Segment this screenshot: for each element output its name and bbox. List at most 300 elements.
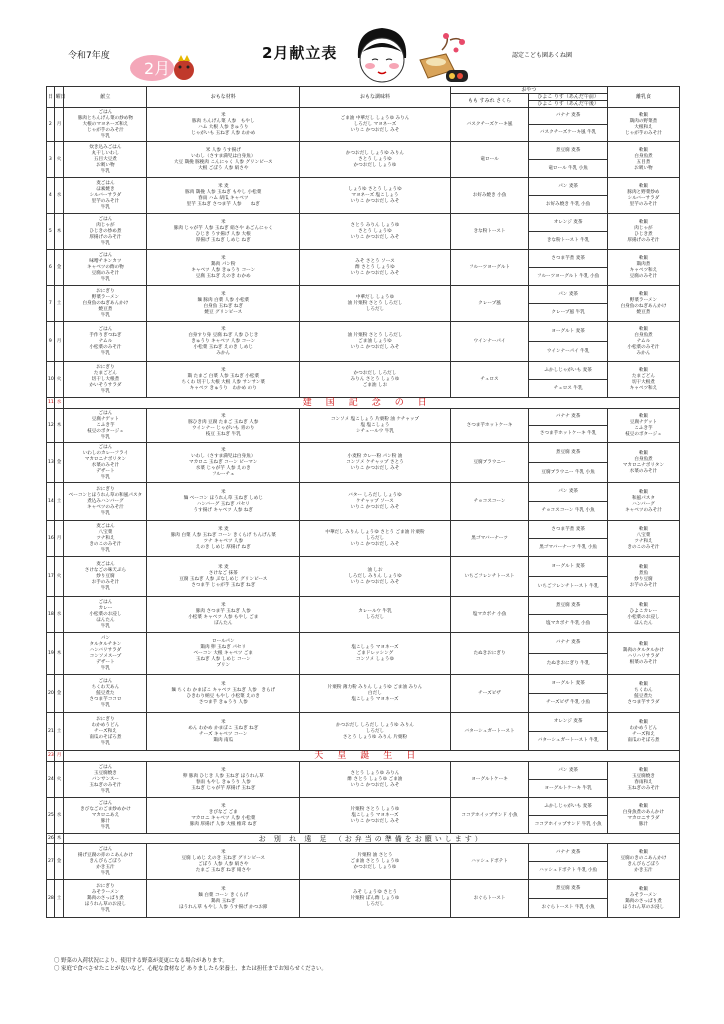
dish-line: ごはん <box>98 599 113 605</box>
baby-dish-line: ナムル <box>636 338 651 344</box>
dish-line: 塩 塩こしょう <box>360 422 390 428</box>
dish-line: 鶏肉のさっぱり煮 <box>87 895 124 901</box>
col-seasoning: おもな調味料 <box>300 87 451 108</box>
snack-older-cell: さつま芋ホットケーキ <box>450 409 529 443</box>
dish-line: キャベツのみそ汁 <box>87 504 124 510</box>
dish-line: わかめうどん <box>91 722 120 728</box>
snack-older-cell: お好み焼き 小魚 <box>450 178 529 214</box>
dish-line: 米 <box>220 112 226 118</box>
dish-line: 枝豆 玉ねぎ 牛乳 <box>205 431 241 437</box>
baby-dish-line: 軟飯 <box>638 112 649 118</box>
date-cell: 5 <box>47 214 55 250</box>
snack-pm-cell: ハッシュドポテト 牛乳 小魚 <box>529 862 608 880</box>
ingredients-cell <box>147 844 300 880</box>
dish-line: みそ さとう ソース <box>355 258 395 264</box>
school-name: 認定こども園あくね園 <box>512 52 573 59</box>
dish-line: 手作りぎつねぎ <box>89 332 122 338</box>
seasoning-cell <box>300 557 451 597</box>
menu-cell <box>64 322 147 362</box>
dish-line: いりこ かつおだし みそ <box>350 270 400 276</box>
dow-cell: 金 <box>54 675 64 713</box>
holiday-name: 天皇誕生日 <box>64 751 680 762</box>
dish-line: 小麦粉 カレー粉 パン粉 油 <box>347 453 403 459</box>
col-baby: 離乳食 <box>607 87 679 108</box>
dow-cell: 火 <box>54 762 64 798</box>
date-cell: 18 <box>47 597 55 633</box>
dish-line: 豆腐 玉ねぎ えのき わかめ <box>195 273 251 279</box>
menu-row <box>47 762 680 780</box>
menu-row <box>47 521 680 539</box>
col-snack-pm: ひよこ りす（あんだ午後） <box>529 101 608 108</box>
seasoning-cell <box>300 597 451 633</box>
dish-line: 米 人参 うす揚げ <box>205 147 241 153</box>
date-cell: 21 <box>47 713 55 751</box>
note-line: 〇 家庭で食べさせたことがないなど、心配な食材など ありましたら栄養士、または担任までお知らせください。 <box>54 966 327 972</box>
dish-line: 玉ねぎのみそ汁 <box>89 782 122 788</box>
dish-line: コンソメ 塩こしょう 片栗粉 油 ケチャップ <box>330 416 420 422</box>
menu-row <box>47 557 680 577</box>
dish-line: キャベツ きゅうり わかめ のり <box>189 385 257 391</box>
snack-am-cell: ヨーグルト 麦茶 <box>529 675 608 694</box>
menu-cell <box>64 142 147 178</box>
dish-line: さつま芋 きゅうり 人参 <box>198 699 248 705</box>
dish-line: 麺 豚肉 白菜 人参 小松菜 <box>197 297 250 303</box>
dish-line: カレールウ 牛乳 <box>358 608 392 614</box>
dish-line: 豚肉 白菜 人参 玉ねぎ コーン きくらげ ちんげん菜 <box>170 532 276 538</box>
snack-am-cell: さつま芋煮 麦茶 <box>529 250 608 268</box>
baby-dish-line: かき玉汁 <box>634 867 653 873</box>
seasoning-cell <box>300 443 451 483</box>
seasoning-cell <box>300 521 451 557</box>
baby-dish-line: 鶏肉のさっぱり煮 <box>625 898 662 904</box>
baby-food-cell <box>607 483 679 521</box>
dish-line: しょうゆ さとう しょうゆ <box>348 186 402 192</box>
snack-older-cell: ヨーグルトケーキ <box>450 762 529 798</box>
dish-line: 白身魚のねぎあんかけ <box>82 300 129 306</box>
snack-pm-cell: ウインナーパイ 牛乳 <box>529 342 608 362</box>
snack-am-cell: バナナ 麦茶 <box>529 844 608 862</box>
baby-dish-line: 煮魚 <box>638 570 649 576</box>
dish-line: 米 <box>220 413 226 419</box>
dish-line: 玉ねぎ 人参 しめじ コーン <box>195 656 251 662</box>
dish-line: バンサンスー <box>91 776 119 782</box>
month-badge-illustration <box>128 50 200 82</box>
dish-line: ぼんたん <box>214 620 233 626</box>
dish-line: おにぎり <box>96 883 115 889</box>
snack-pm-cell: チョコスコーン 牛乳 小魚 <box>529 502 608 521</box>
dish-line: 卵 豚肉 ひじき 人参 玉ねぎ ほうれん草 <box>182 773 264 779</box>
dish-line: きのこのみそ汁 <box>89 541 122 547</box>
dish-line: 中華だし みりん しょうゆ さとう ごま油 片栗粉 <box>325 529 425 535</box>
dish-line: さとう みりん しょうゆ <box>350 222 400 228</box>
dish-line: ハンバーグ 玉ねぎ パセリ <box>196 501 250 507</box>
dish-line: 麦ごはん <box>96 523 115 529</box>
dish-line: しろだし <box>365 614 385 620</box>
dish-line: 牛乳 <box>100 133 110 139</box>
dish-line: フルーチェ <box>211 471 235 477</box>
snack-older-cell: 塩マカボナ 小魚 <box>450 597 529 633</box>
baby-dish-line: 白身魚煮 <box>634 332 653 338</box>
snack-am-cell: ヨーグルト 麦茶 <box>529 557 608 577</box>
dish-line: いりこ かつおだし みそ <box>350 344 400 350</box>
snack-am-cell: パン 麦茶 <box>529 178 608 196</box>
snack-older-cell: チーズピザ <box>450 675 529 713</box>
baby-dish-line: 豚汁 <box>638 821 649 827</box>
dish-line: 牛乳 <box>100 702 110 708</box>
dish-line: ごはん <box>98 252 113 258</box>
date-cell: 26 <box>47 834 55 844</box>
baby-dish-line: キャベツ和え <box>629 267 658 273</box>
baby-dish-line: 軟飯 <box>638 183 649 189</box>
menu-cell <box>64 483 147 521</box>
dish-line: 小松菜のみそ汁 <box>89 344 122 350</box>
dish-line: 牛乳 <box>100 547 110 553</box>
dish-line: 豚肉 じゃが芋 人参 玉ねぎ 絹さや あごんにゃく <box>173 225 273 231</box>
menu-row <box>47 409 680 426</box>
baby-food-cell <box>607 762 679 798</box>
dish-line: 米 <box>220 326 226 332</box>
dish-line: 米 <box>220 489 226 495</box>
baby-food-cell <box>607 521 679 557</box>
dish-line: かつおだし しろだし <box>353 370 397 376</box>
dish-line: 米 <box>220 602 226 608</box>
menu-cell <box>64 214 147 250</box>
dow-cell: 水 <box>54 597 64 633</box>
dish-line: ごまドレッシング <box>356 650 394 656</box>
baby-dish-line: 軟飯 <box>638 849 649 855</box>
dish-line: 牛乳 <box>100 623 110 629</box>
snack-pm-cell: クレープ風 牛乳 <box>529 304 608 322</box>
col-main: おもな材料 <box>147 87 300 108</box>
snack-pm-cell: おぐらトースト 牛乳 小魚 <box>529 899 608 918</box>
dish-line: ひきわり納豆 もやし 小松菜 えのき <box>186 693 260 699</box>
fiscal-year: 令和7年度 <box>68 51 110 61</box>
dish-line: 鶏肉 卵 玉ねぎ パセリ <box>200 644 247 650</box>
dish-line: 鶏肉 パン粉 <box>211 261 236 267</box>
snack-pm-cell: 黒ゴマバーナーツ 牛乳 小魚 <box>529 539 608 557</box>
dish-line: 米 <box>220 681 226 687</box>
dish-line: 牛乳 <box>100 434 110 440</box>
snack-am-cell: ふかしじゃがいも 麦茶 <box>529 798 608 816</box>
snack-older-cell: クレープ風 <box>450 286 529 322</box>
dish-line: みそ しょうゆ さとう <box>352 889 398 895</box>
dish-line: しろだし みりん しょうゆ <box>348 573 402 579</box>
menu-row <box>47 322 680 342</box>
dish-line: ツナ キャベツ 人参 <box>203 538 244 544</box>
dish-line: かき玉汁 <box>96 864 115 870</box>
seasoning-cell <box>300 142 451 178</box>
dish-line: マカロニ 玉ねぎ コーン ピーマン <box>189 459 258 465</box>
dish-line: 牛乳 <box>100 388 110 394</box>
excursion-row <box>47 834 680 844</box>
baby-dish-line: 軟飯 <box>638 886 649 892</box>
baby-dish-line: 南瓜のそぼろ煮 <box>627 737 660 743</box>
dish-line: ほうれん草のお浸し <box>84 901 127 907</box>
dish-line: ロールパン <box>211 638 235 644</box>
dish-line: プリン <box>216 662 231 668</box>
dish-line: 牛乳 <box>100 168 110 174</box>
date-cell: 17 <box>47 557 55 597</box>
dish-line: かつおだし しょうゆ みりん <box>345 150 404 156</box>
menu-row <box>47 713 680 732</box>
dish-line: みりん さとう しょうゆ <box>350 376 400 382</box>
baby-dish-line: 小松菜のみそ汁 <box>627 344 660 350</box>
menu-row <box>47 250 680 268</box>
menu-row <box>47 880 680 899</box>
ingredients-cell <box>147 178 300 214</box>
snack-am-cell: パン 麦茶 <box>529 286 608 304</box>
dish-line: 米 <box>220 219 226 225</box>
col-date: 日 <box>47 87 55 108</box>
baby-food-cell <box>607 675 679 713</box>
baby-food-cell <box>607 597 679 633</box>
snack-am-cell: さつま芋煮 麦茶 <box>529 521 608 539</box>
dish-line: 鶏肉 玉ねぎ <box>211 898 236 904</box>
menu-cell <box>64 286 147 322</box>
dish-line: 片栗粉 ぽん酢 しょうゆ <box>350 895 400 901</box>
dish-line: きびなごのごま炒めかけ <box>80 806 131 812</box>
dish-line: 牛乳 <box>100 276 110 282</box>
menu-row <box>47 633 680 654</box>
dish-line: 切干し大根煮 <box>91 376 120 382</box>
seasoning-cell <box>300 178 451 214</box>
dow-cell: 水 <box>54 798 64 834</box>
dish-line: さけなご 抹茶 <box>208 570 238 576</box>
ingredients-cell <box>147 409 300 443</box>
col-snack-am: ひよこ りす（あんだ午前） <box>529 94 608 101</box>
baby-food-cell <box>607 108 679 142</box>
dish-line: 炊き込みごはん <box>89 144 122 150</box>
dish-line: 麦ごはん <box>96 561 115 567</box>
excursion-notice: お 別 れ 遠 足 （お弁当の準備をお願いします） <box>64 834 680 844</box>
dish-line: じゃがいも 玉ねぎ 人参 わかめ <box>191 130 256 136</box>
dish-line: コンソメ しょうゆ <box>355 656 395 662</box>
seasoning-cell <box>300 362 451 398</box>
dish-line: 牛乳 <box>100 204 110 210</box>
menu-cell <box>64 362 147 398</box>
dow-cell: 水 <box>54 178 64 214</box>
dish-line: 豚肉 さつま芋 玉ねぎ 人参 <box>195 608 251 614</box>
snack-older-cell: いちごフレンチトースト <box>450 557 529 597</box>
dish-line: 小松菜 玉ねぎ えのき しめじ <box>193 344 254 350</box>
dish-line: 豆腐のみそ汁 <box>91 270 120 276</box>
dish-line: ちくわ天あん <box>91 684 120 690</box>
dow-cell: 月 <box>54 521 64 557</box>
dish-line: 米 麦 <box>217 183 229 189</box>
dish-line: ごはん <box>98 410 113 416</box>
dish-line: 肉じゃが <box>96 222 115 228</box>
ingredients-cell <box>147 798 300 834</box>
dish-line: 塩こしょう マヨネーズ <box>351 812 399 818</box>
page-title: 2月献立表 <box>262 44 338 62</box>
baby-dish-line: 根菜のみそ汁 <box>629 659 658 665</box>
ingredients-cell <box>147 322 300 362</box>
dish-line: マカロニナポリタン <box>84 456 127 462</box>
dish-line: さとう しょうゆ みりん <box>350 770 400 776</box>
header <box>0 0 724 86</box>
baby-dish-line: 厚揚げのみそ汁 <box>627 237 660 243</box>
dish-line: 鮭豆煮た <box>96 690 115 696</box>
ingredients-cell <box>147 443 300 483</box>
baby-dish-line: 白身魚煮 <box>634 456 653 462</box>
baby-food-cell <box>607 322 679 362</box>
dish-line: 揚げ豆腐の赤のこあんかけ <box>77 852 133 858</box>
snack-am-cell: オレンジ 麦茶 <box>529 214 608 232</box>
date-cell: 9 <box>47 322 55 362</box>
dish-line: 牛乳 <box>100 312 110 318</box>
baby-dish-line: 軟飯 <box>638 767 649 773</box>
menu-row <box>47 483 680 502</box>
menu-row <box>47 597 680 615</box>
ingredients-cell <box>147 557 300 597</box>
dow-cell: 月 <box>54 322 64 362</box>
snack-pm-cell: バターシュガートースト 牛乳 <box>529 732 608 751</box>
dish-line: うす揚げ キャベツ 人参 ねぎ <box>193 507 254 513</box>
dish-line: 白身すり身 豆腐 ねぎ 人参 ひじき <box>188 332 259 338</box>
date-cell: 20 <box>47 675 55 713</box>
baby-dish-line: 鮭豆煮た <box>634 693 653 699</box>
dish-line: じゃが芋のみそ汁 <box>87 127 124 133</box>
dish-line: ごはん <box>98 109 113 115</box>
baby-food-cell <box>607 633 679 675</box>
baby-food-cell <box>607 713 679 751</box>
date-cell: 13 <box>47 443 55 483</box>
dow-cell: 月 <box>54 108 64 142</box>
snack-am-cell: 煮豆腐 麦茶 <box>529 142 608 160</box>
baby-dish-line: マカロニサラダ <box>627 815 660 821</box>
date-cell: 12 <box>47 409 55 443</box>
dish-line: 片栗粉 油 さとう <box>357 852 393 858</box>
dow-cell: 火 <box>54 142 64 178</box>
dish-line: 水菜のみそ汁 <box>91 462 120 468</box>
dish-line: 枝豆のポタージュ <box>87 428 124 434</box>
dish-line: 煮込みハンバーグ <box>87 498 124 504</box>
date-cell: 23 <box>47 751 55 762</box>
dish-line: おにぎり <box>96 364 115 370</box>
dish-line: 厚揚げ 玉ねぎ しめじ ねぎ <box>195 237 251 243</box>
dish-line: 米 麦 <box>217 564 229 570</box>
dish-line: 酢 さとう しょうゆ ごま油 <box>347 776 403 782</box>
seasoning-cell <box>300 286 451 322</box>
dish-line: いわしのカレーフライ <box>82 450 129 456</box>
dish-line: 油 しお <box>367 567 383 573</box>
dish-line: 牛乳 <box>100 585 110 591</box>
dish-line: 豚肉 厚揚げ 人参 大根 椎茸 ねぎ <box>189 821 257 827</box>
snack-pm-cell: 塩マカボナ 牛乳 小魚 <box>529 615 608 633</box>
dish-line: 鶏肉 南瓜 <box>213 737 234 743</box>
dish-line: 油 片栗粉 さとう しろだし <box>347 332 403 338</box>
snack-older-cell: ウインナーパイ <box>450 322 529 362</box>
dish-line: かいそうサラダ <box>89 382 122 388</box>
dish-line: いりこ かつおだし みそ <box>350 234 400 240</box>
baby-dish-line: 白身魚煮のあんかけ <box>622 809 665 815</box>
baby-dish-line: 豆腐のきのこあんかけ <box>620 855 667 861</box>
setsubun-masu-illustration <box>416 30 470 86</box>
dow-cell: 木 <box>54 409 64 443</box>
dish-line: ごはん <box>98 764 113 770</box>
snack-older-cell: バスクチーズケーキ風 <box>450 108 529 142</box>
menu-cell <box>64 409 147 443</box>
dish-line: カレー <box>98 605 113 611</box>
dish-line: ハム 大根 人参 きゅうり <box>198 124 249 130</box>
dish-line: 里芋 玉ねぎ さつま芋 人参 ねぎ <box>186 201 260 207</box>
baby-dish-line: たまごどん <box>631 373 655 379</box>
snack-pm-cell: さつま芋ホットケーキ 牛乳 <box>529 426 608 443</box>
menu-cell <box>64 443 147 483</box>
dish-line: お吸い物 <box>96 162 115 168</box>
date-cell: 16 <box>47 521 55 557</box>
baby-dish-line: ほうれん草のお浸し <box>622 904 665 910</box>
dish-line: 片栗粉 さとう しょうゆ <box>350 806 400 812</box>
snack-pm-cell: お好み焼き 牛乳 小魚 <box>529 196 608 214</box>
dish-line: コンソメ ケチャップ さとう <box>346 459 404 465</box>
dish-line: 厚揚げのみそ汁 <box>89 234 122 240</box>
dish-line: 白だし <box>368 690 382 696</box>
dish-line: しろだし <box>365 306 385 312</box>
dish-line: 米 <box>220 255 226 261</box>
snack-pm-cell: いちごフレンチトースト 牛乳 <box>529 577 608 597</box>
dow-cell: 水 <box>54 398 64 409</box>
ingredients-cell <box>147 713 300 751</box>
dish-line: おにぎり <box>96 716 115 722</box>
dish-line: 里芋のみそ汁 <box>91 198 120 204</box>
baby-dish-line: 鶏肉煮 <box>636 261 651 267</box>
date-cell: 19 <box>47 633 55 675</box>
dish-line: デザート <box>96 659 115 665</box>
date-cell: 25 <box>47 798 55 834</box>
dish-line: いわし（さすま満児は白身魚） <box>191 453 256 459</box>
menu-row <box>47 844 680 862</box>
menu-cell <box>64 675 147 713</box>
col-snack: おやつ <box>450 87 607 94</box>
menu-table <box>46 86 680 918</box>
dish-line: きびなご ごま <box>208 809 238 815</box>
holiday-name: 建国記念の日 <box>64 398 680 409</box>
baby-dish-line: 白身魚煮 <box>634 153 653 159</box>
dish-line: 米 <box>220 447 226 453</box>
dish-line: めん わかめ かまぼこ 玉ねぎ ねぎ <box>188 725 259 731</box>
baby-dish-line: 和風パスタ <box>631 495 655 501</box>
dish-line: さけなごの味天ぷら <box>84 567 127 573</box>
snack-older-cell: フルーツヨーグルト <box>450 250 529 286</box>
dish-line: ごま油 しお <box>362 382 388 388</box>
dish-line: さつま芋 じゃが芋 玉ねぎ ねぎ <box>191 582 256 588</box>
dish-line: おにぎり <box>96 486 115 492</box>
snack-am-cell: バナナ 麦茶 <box>529 633 608 654</box>
baby-dish-line: ハンバーグ <box>632 501 655 507</box>
dish-line: ベーコンとほうれん草の和風パスタ <box>68 492 143 498</box>
snack-am-cell: パン 麦茶 <box>529 762 608 780</box>
ingredients-cell <box>147 675 300 713</box>
menu-cell <box>64 557 147 597</box>
dish-line: 豆腐 しめじ えのき 玉ねぎ グリンピース <box>181 855 266 861</box>
dish-line: 麺 白菜 コーン きくらげ <box>198 892 249 898</box>
baby-dish-line: 軟飯 <box>638 367 649 373</box>
dish-line: 牛乳 <box>100 788 110 794</box>
date-cell: 4 <box>47 178 55 214</box>
dish-line: ごぼう 人参 人参 絹さや <box>198 861 249 867</box>
baby-food-cell <box>607 362 679 398</box>
snack-older-cell: バターシュガートースト <box>450 713 529 751</box>
baby-food-cell <box>607 844 679 880</box>
dish-line: ほうれん草 もやし 人参 うす揚げ かつお節 <box>179 904 268 910</box>
dow-cell: 月 <box>54 751 64 762</box>
baby-dish-line: 豚肉と野菜炒め <box>627 189 660 195</box>
dish-line: 豚汁 <box>100 818 110 824</box>
notes <box>54 957 327 973</box>
menu-cell <box>64 521 147 557</box>
dish-line: 麺 ちくわ かまぼこ キャベツ 玉ねぎ 人参 きらげ <box>171 687 276 693</box>
